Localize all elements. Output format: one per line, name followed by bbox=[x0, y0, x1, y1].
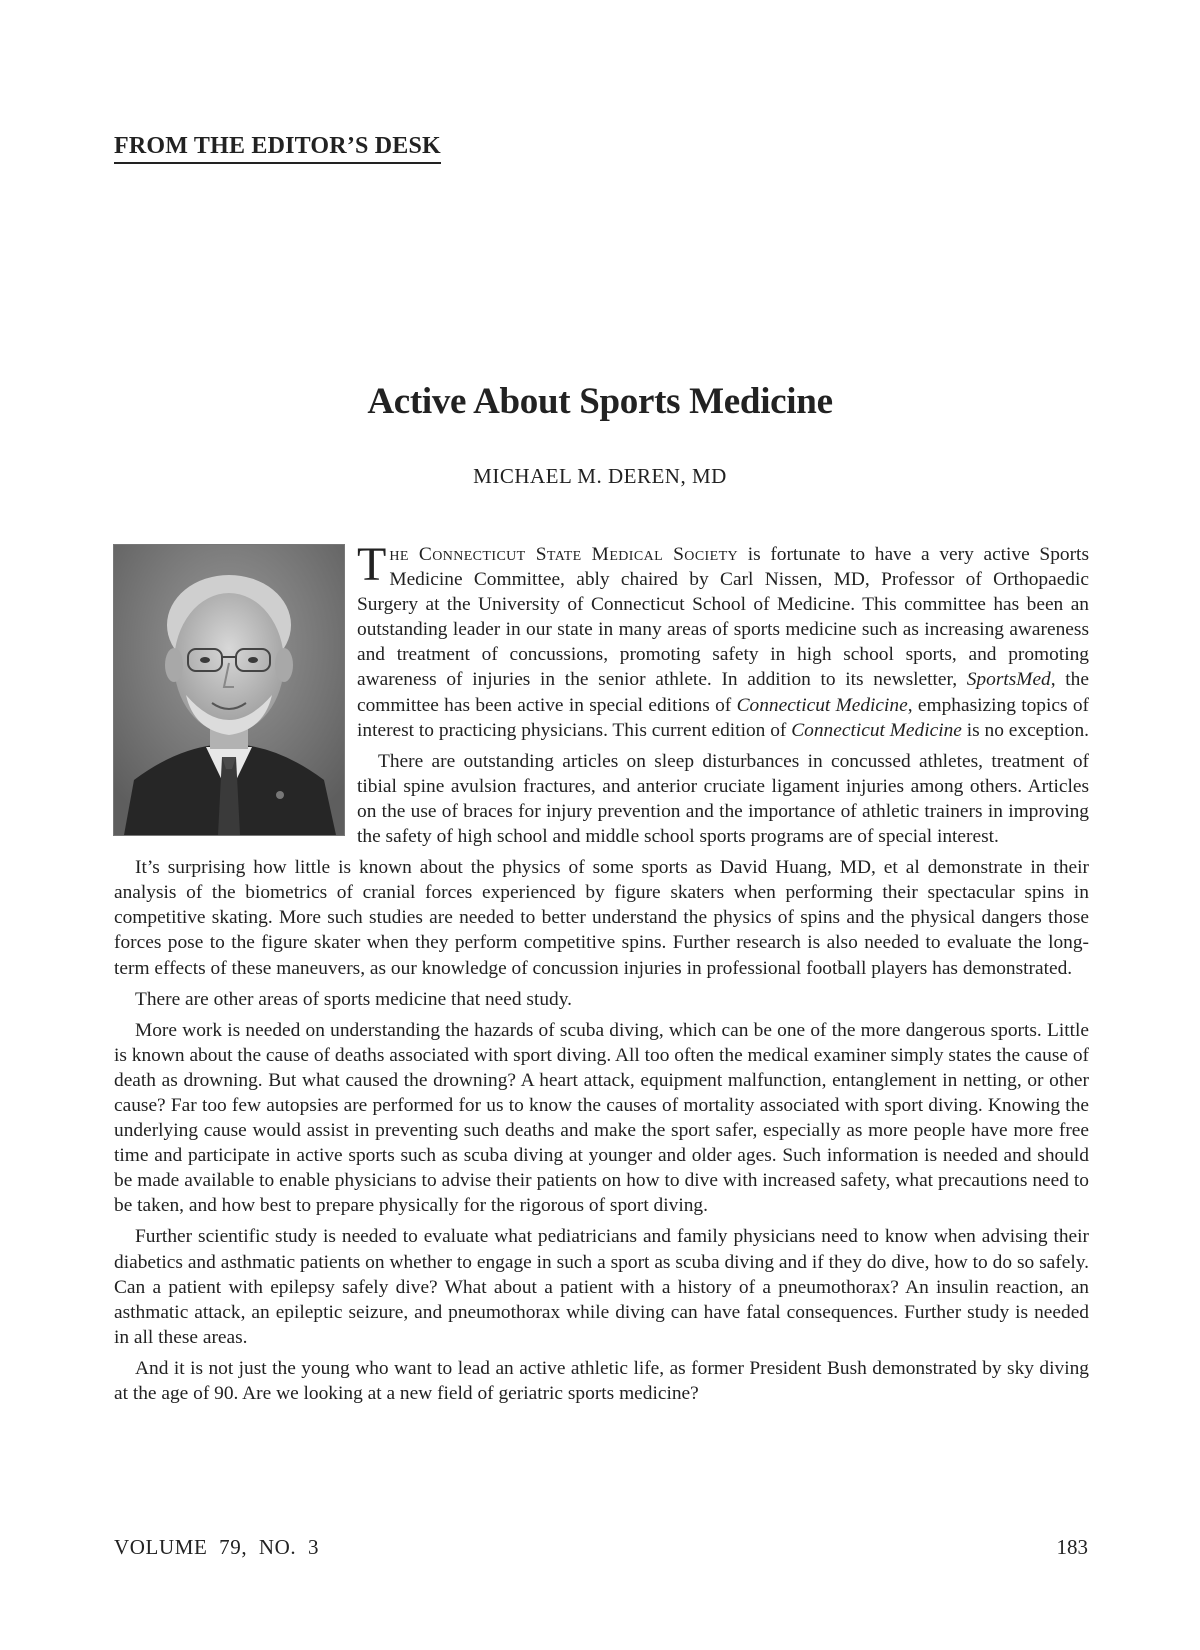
article-title: Active About Sports Medicine bbox=[367, 381, 833, 422]
volume-info: VOLUME 79, NO. 3 bbox=[114, 1535, 320, 1559]
journal-name: Connecticut Medicine bbox=[736, 694, 908, 716]
drop-cap: T bbox=[357, 538, 387, 591]
paragraph-3: It’s surprising how little is known about the physics of some sports as David Huang, MD, et al demonstrate in their analysis of the biometrics of cranial forces experienced by figure skaters when performing their spectacular spins in competitive skating. More such studies are needed to better understand the physics of spins and the physical dangers those forces pose to the figure skater when they perform competitive spins. Further research is also needed to evaluate the long-term effects of these maneuvers, as our knowledge of concussion injuries in professional football players has demonstrated. bbox=[114, 857, 1089, 979]
paragraph-5: More work is needed on understanding the hazards of scuba diving, which can be one of the more dangerous sports. Little is known about the cause of deaths associated with sport diving. All too often the medical examiner simply states the cause of death as drowning. But what caused the drowning? A heart attack, equipment malfunction, entanglement in netting, or other cause? Far too few autopsies are performed for us to know the causes of mortality associated with sport diving. Knowing the underlying cause would assist in preventing such deaths and make the sport safer, especially as more people have more free time and participate in active sports such as scuba diving at younger and older ages. Such information is needed and should be made available to enable physicians to advise their patients on how to dive with increased safety, what precautions need to be taken, and how best to prepare physically for the rigorous of sport diving. bbox=[114, 1019, 1089, 1217]
p1-text-c: , emphasizing topics of interest to practicing physicians. This current edition of bbox=[357, 694, 1089, 741]
p1-text-a: is fortunate to have a very active Sports Medicine Committee, ably chaired by Carl Nissen, MD, Professor of Orthopaedic Surgery at the University of Connecticut School of Medicine. This committee has been an outstanding leader in our state in many areas of sports medicine such as increasing awareness and treatment of concussions, promoting safety in high school sports, and promoting awareness of injuries in the senior athlete. In addition to its newsletter, bbox=[357, 544, 1089, 691]
section-header: FROM THE EDITOR’S DESK bbox=[114, 132, 441, 164]
page-number: 183 bbox=[1056, 1535, 1088, 1559]
p1-text-d: is no exception. bbox=[961, 719, 1089, 741]
society-name: he Connecticut State Medical Society bbox=[389, 544, 739, 565]
journal-name-2: Connecticut Medicine bbox=[791, 719, 962, 741]
p1-text-b: , the committee has been active in special editions of bbox=[357, 669, 1089, 716]
newsletter-name: SportsMed bbox=[966, 669, 1051, 691]
photo-spacer bbox=[114, 542, 357, 839]
paragraph-6: Further scientific study is needed to evaluate what pediatricians and family physicians need to know when advising their diabetics and asthmatic patients on whether to engage in such a sport as scuba diving and if they do dive, how to do so safely. Can a patient with epilepsy safely dive? What about a patient with a history of a pneumothorax? An insulin reaction, an asthmatic attack, an epileptic seizure, and pneumothorax while diving can have fatal consequences. Further study is needed in all these areas. bbox=[114, 1226, 1089, 1348]
paragraph-7: And it is not just the young who want to lead an active athletic life, as former President Bush demonstrated by sky diving at the age of 90. Are we looking at a new field of geriatric sports medicine? bbox=[114, 1357, 1089, 1404]
article-body bbox=[114, 538, 1089, 1412]
paragraph-4: There are other areas of sports medicine that need study. bbox=[135, 988, 573, 1010]
paragraph-2: There are outstanding articles on sleep disturbances in concussed athletes, treatment of tibial spine avulsion fractures, and anterior cruciate ligament injuries among others. Articles on the use of braces for injury prevention and the importance of athletic trainers in improving the safety of high school and middle school sports programs are of special interest. bbox=[357, 750, 1089, 848]
article-author: MICHAEL M. DEREN, MD bbox=[473, 464, 727, 488]
